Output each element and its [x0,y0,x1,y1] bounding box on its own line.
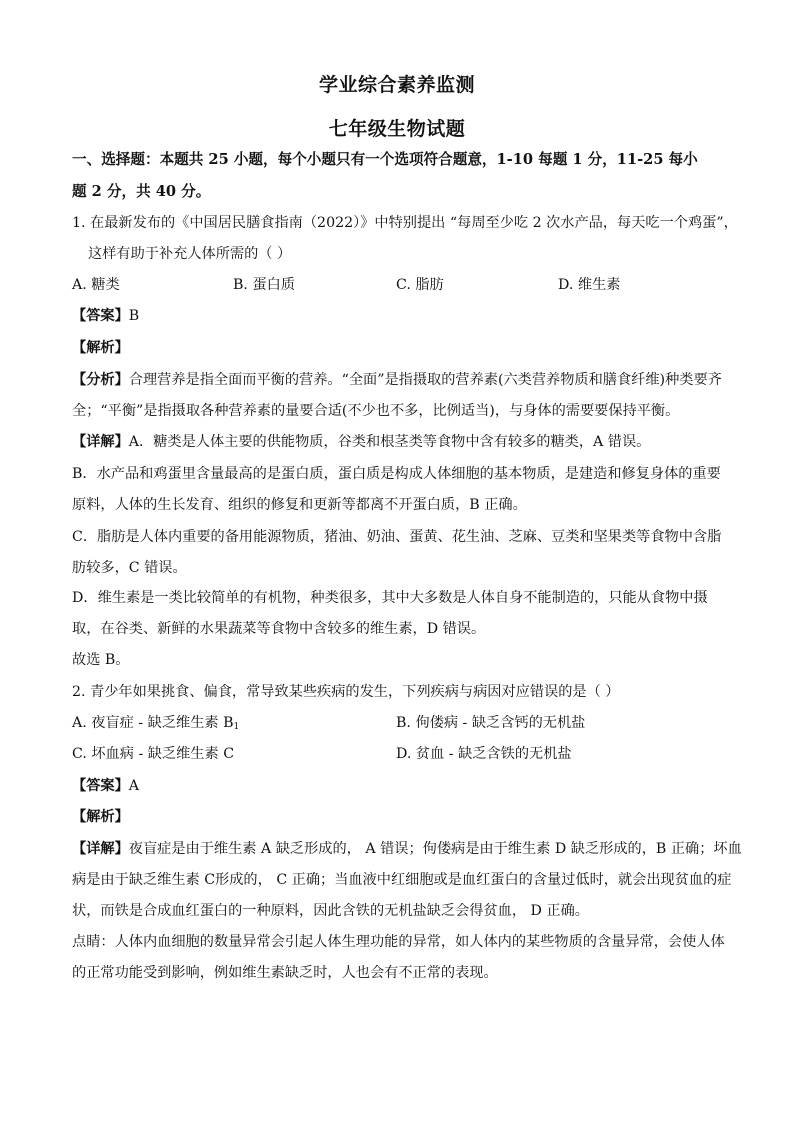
exam-subtitle: 七年级生物试题 [328,118,466,140]
analysis-tag: 【解析】 [72,809,129,825]
question-2-dianjing-line1: 点睛：人体内血细胞的数量异常会引起人体生理功能的异常，如人体内的某些物质的含量异常，会使人体 [72,934,725,950]
question-1-stem-line1: 1. 在最新发布的《中国居民膳食指南（2022）》中特别提出 “每周至少吃 2 次水产品，每天吃一个鸡蛋”， [72,215,738,231]
section-heading-line1: 一、选择题：本题共 25 小题，每个小题只有一个选项符合题意，1-10 每题 1 分，11-25 每小 [72,151,698,168]
answer-tag: 【答案】 [72,778,129,794]
question-2-analysis-tag [72,807,129,827]
question-2-answer [72,776,139,796]
question-1-option-c: C. 脂肪 [396,277,444,293]
question-2-dianjing-line2: 的正常功能受到影响，例如维生素缺乏时，人也会有不正常的表现。 [72,965,498,981]
question-2-option-b: B. 佝偻病 - 缺乏含钙的无机盐 [396,715,586,731]
option-a-subscript: 1 [233,722,240,732]
question-1-analysis-tag [72,338,129,358]
exam-title: 学业综合素养监测 [318,74,475,96]
question-2-option-c: C. 坏血病 - 缺乏维生素 C [72,746,235,762]
question-1-option-d: D. 维生素 [558,277,621,293]
answer-value: B [128,308,140,324]
fenxi-tag: 【分析】 [72,372,129,388]
question-1-stem-line2: 这样有助于补充人体所需的（ ） [88,246,292,262]
question-2-xiangjie-line2: 病是由于缺乏维生素 C形成的， C 正确；当血液中红细胞或是血红蛋白的含量过低时，就会出现贫血的症 [72,872,732,888]
xiangjie-text: 夜盲症是由于维生素 A 缺乏形成的， A 错误；佝偻病是由于维生素 D 缺乏形成的，B 正确；坏血 [128,841,742,857]
question-1-d-line1: D．维生素是一类比较简单的有机物，种类很多，其中大多数是人体自身不能制造的，只能从食物中摄 [72,590,708,606]
question-1-c-line2: 肪较多，C 错误。 [72,560,187,576]
question-2-stem: 2. 青少年如果挑食、偏食，常导致某些疾病的发生，下列疾病与病因对应错误的是（ ） [72,684,620,700]
question-1-fenxi-line2: 全；“平衡”是指摄取各种营养素的量要合适(不少也不多，比例适当)，与身体的需要要保持平衡。 [72,403,680,419]
question-2-option-d: D. 贫血 - 缺乏含铁的无机盐 [396,746,572,762]
question-1-b-line2: 原料，人体的生长发育、组织的修复和更新等都离不开蛋白质，B 正确。 [72,497,527,513]
xiangjie-text: A．糖类是人体主要的供能物质，谷类和根茎类等食物中含有较多的糖类，A 错误。 [128,434,651,450]
fenxi-text: 合理营养是指全面而平衡的营养。“全面”是指摄取的营养素(六类营养物质和膳食纤维)种类要齐 [128,372,722,388]
question-1-c-line1: C．脂肪是人体内重要的备用能源物质，猪油、奶油、蛋黄、花生油、芝麻、豆类和坚果类等食物中含脂 [72,529,722,545]
question-2-xiangjie-line3: 状，而铁是合成血红蛋白的一种原料，因此含铁的无机盐缺乏会得贫血， D 正确。 [72,903,589,919]
question-1-option-a: A. 糖类 [72,277,120,293]
option-a-text: A. 夜盲症 - 缺乏维生素 B [72,715,234,731]
answer-tag: 【答案】 [72,308,129,324]
question-2-xiangjie-line1 [72,839,742,859]
question-1-answer [72,306,139,326]
question-1-d-line2: 取，在谷类、新鲜的水果蔬菜等食物中含较多的维生素，D 错误。 [72,621,486,637]
xiangjie-tag: 【详解】 [72,434,129,450]
question-1-conclusion: 故选 B。 [72,652,130,668]
question-1-xiangjie-line1 [72,432,650,452]
question-1-option-b: B. 蛋白质 [233,277,296,293]
question-2-option-a [72,713,239,737]
xiangjie-tag: 【详解】 [72,841,129,857]
section-heading-line2: 题 2 分，共 40 分。 [72,183,211,200]
analysis-tag: 【解析】 [72,340,129,356]
question-1-b-line1: B．水产品和鸡蛋里含量最高的是蛋白质，蛋白质是构成人体细胞的基本物质，是建造和修复身体的重要 [72,466,721,482]
question-1-fenxi-line1 [72,370,722,390]
answer-value: A [128,778,140,794]
